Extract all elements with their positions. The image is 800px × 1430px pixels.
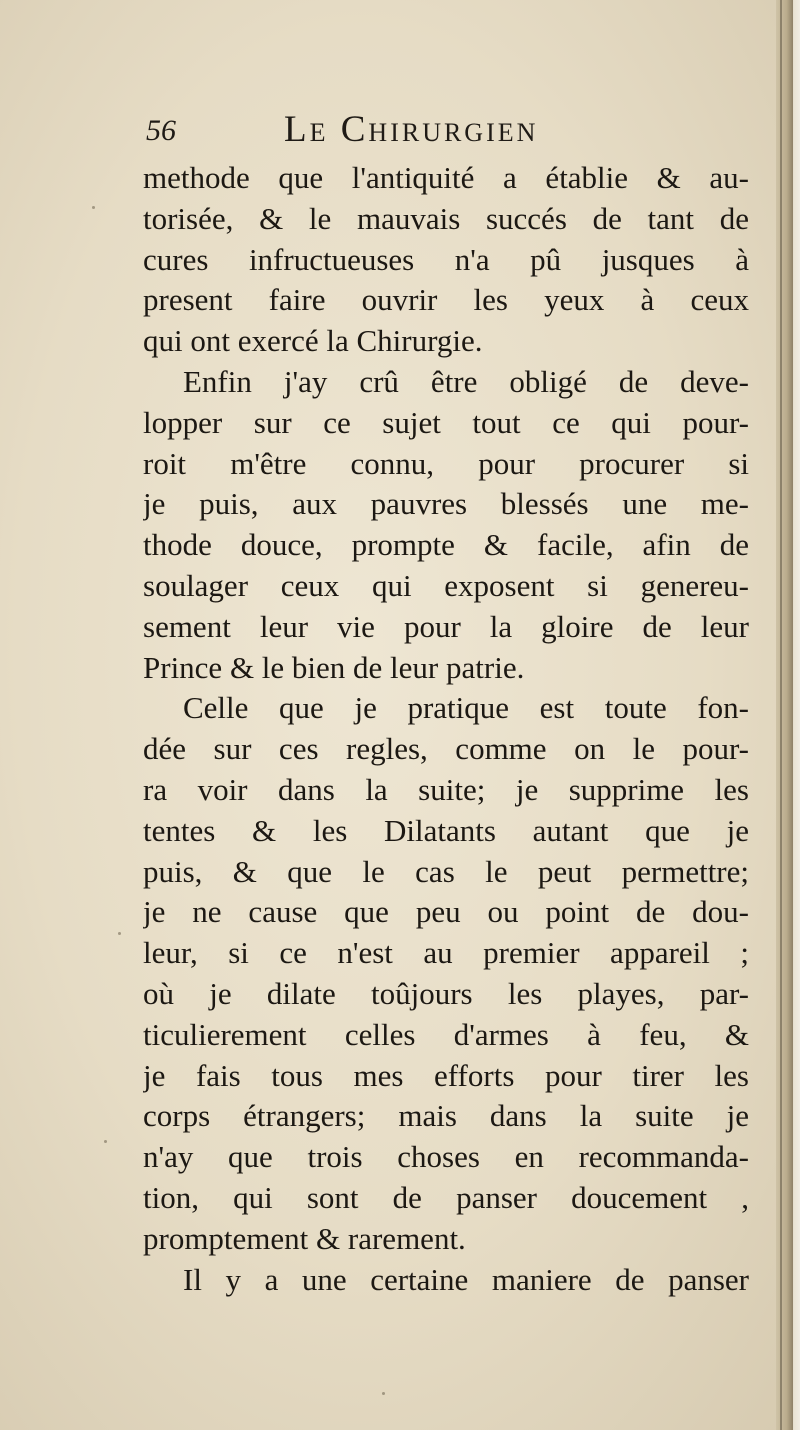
text-line: cures infructueuses n'a pû jusques à <box>143 241 749 277</box>
text-line: tentes & les Dilatants autant que je <box>143 812 749 848</box>
text-line: tion, qui sont de panser doucement , <box>143 1179 749 1215</box>
paper-speck <box>104 1140 107 1143</box>
page-header <box>146 108 746 156</box>
text-line: je ne cause que peu ou point de dou- <box>143 894 749 930</box>
text-line: methode que l'antiquité a établie & au- <box>143 160 749 195</box>
text-line: lopper sur ce sujet tout ce qui pour- <box>143 404 749 440</box>
text-line: leur, si ce n'est au premier appareil ; <box>143 935 749 971</box>
page-number: 56 <box>146 114 176 147</box>
text-line: où je dilate toûjours les playes, par- <box>143 975 749 1011</box>
paper-speck <box>92 206 95 209</box>
text-line: thode douce, prompte & facile, afin de <box>143 527 749 563</box>
text-line: Celle que je pratique est toute fon- <box>183 690 749 726</box>
text-line: promptement & rarement. <box>143 1220 466 1256</box>
text-line: je fais tous mes efforts pour tirer les <box>143 1057 749 1093</box>
paper-speck <box>118 932 121 935</box>
paper-speck <box>382 1392 385 1395</box>
text-line: sement leur vie pour la gloire de leur <box>143 608 749 644</box>
text-line: Prince & le bien de leur patrie. <box>143 649 525 685</box>
body-text <box>143 158 749 1300</box>
gutter-line <box>780 0 782 1430</box>
text-line: ticulierement celles d'armes à feu, & <box>143 1016 749 1052</box>
text-line: je puis, aux pauvres blessés une me- <box>143 486 749 522</box>
text-line: soulager ceux qui exposent si genereu- <box>143 567 749 603</box>
text-line: ra voir dans la suite; je supprime les <box>143 771 749 807</box>
running-head: Le Chirurgien <box>284 109 539 150</box>
text-line: qui ont exercé la Chirurgie. <box>143 323 483 359</box>
text-line: puis, & que le cas le peut permettre; <box>143 853 749 889</box>
text-line: Il y a une certaine maniere de panser <box>183 1261 749 1297</box>
text-line: roit m'être connu, pour procurer si <box>143 445 749 481</box>
text-line: dée sur ces regles, comme on le pour- <box>143 731 749 767</box>
text-line: Enfin j'ay crû être obligé de deve- <box>183 363 749 399</box>
text-line: n'ay que trois choses en recommanda- <box>143 1139 749 1175</box>
text-line: present faire ouvrir les yeux à ceux <box>143 282 749 318</box>
text-line: corps étrangers; mais dans la suite je <box>143 1098 749 1134</box>
text-line: torisée, & le mauvais succés de tant de <box>143 200 749 236</box>
